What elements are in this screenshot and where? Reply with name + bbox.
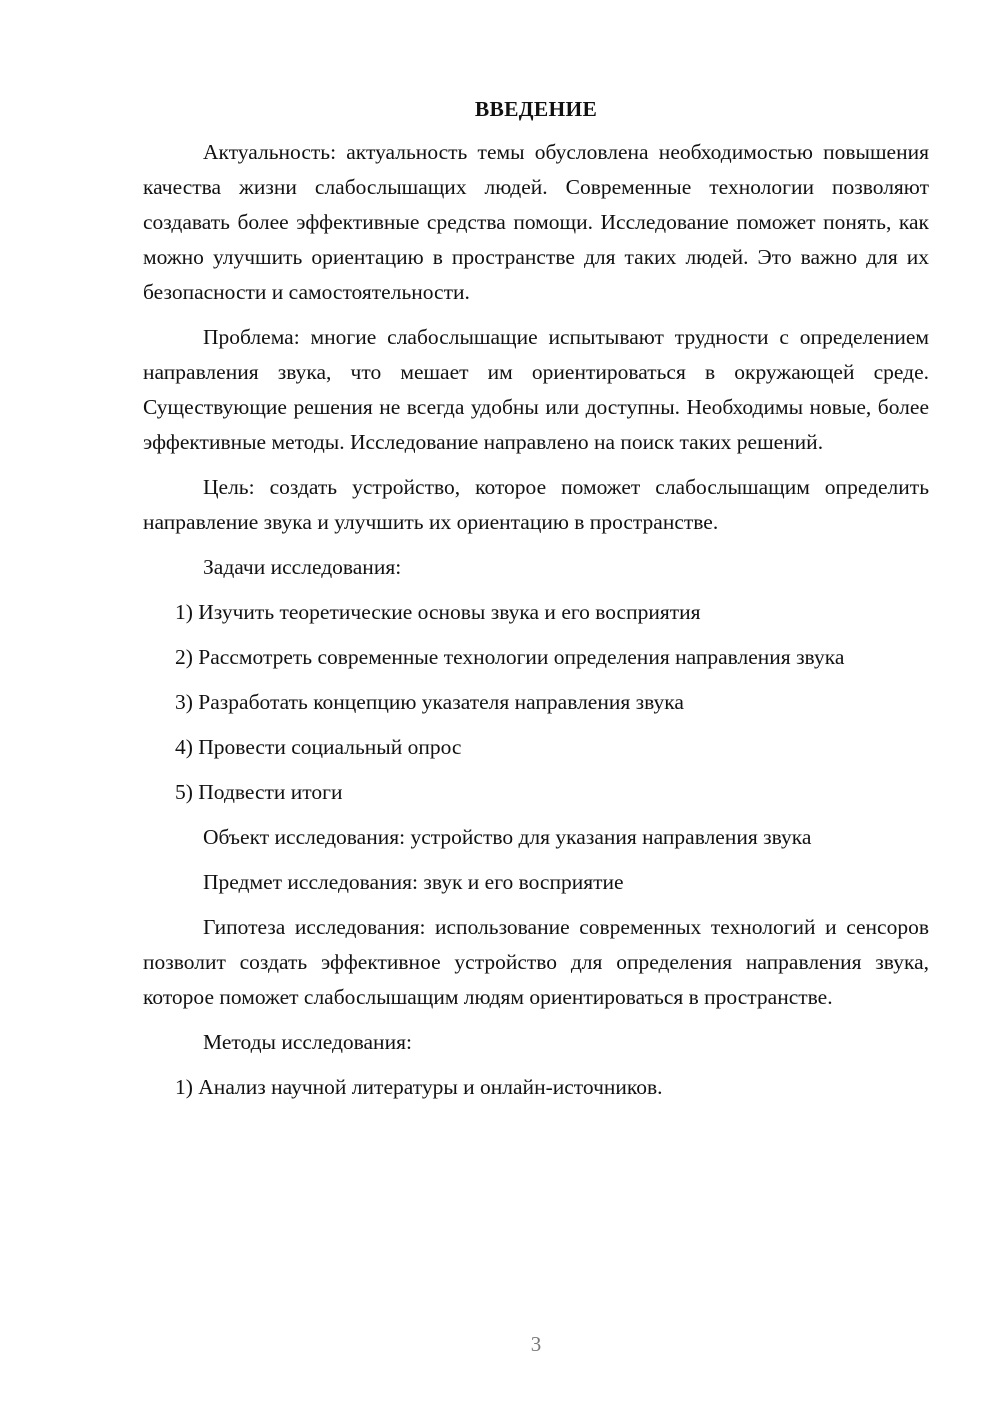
hypothesis-paragraph: Гипотеза исследования: использование современных технологий и сенсоров позволит создать эффективное устройство для определения направления звука, которое поможет слабослышащим людям ориентироваться в пространстве. xyxy=(143,915,929,1009)
problem-paragraph: Проблема: многие слабослышащие испытывают трудности с определением направления звука, что мешает им ориентироваться в окружающей среде. Существующие решения не всегда удобны или доступны. Необходимы новые, более эффективные методы. Исследование направлено на поиск таких решений. xyxy=(143,325,929,454)
subject-line: Предмет исследования: звук и его восприятие xyxy=(203,870,624,894)
method-item-1: 1) Анализ научной литературы и онлайн-источников. xyxy=(175,1075,663,1099)
object-line: Объект исследования: устройство для указания направления звука xyxy=(203,825,812,849)
task-item-1: 1) Изучить теоретические основы звука и его восприятия xyxy=(175,600,701,624)
methods-heading: Методы исследования: xyxy=(203,1030,412,1054)
task-item-2: 2) Рассмотреть современные технологии определения направления звука xyxy=(175,645,845,669)
tasks-heading: Задачи исследования: xyxy=(203,555,402,579)
goal-paragraph: Цель: создать устройство, которое поможет слабослышащим определить направление звука и улучшить их ориентацию в пространстве. xyxy=(143,475,929,534)
page-number: 3 xyxy=(530,1332,542,1356)
section-title: ВВЕДЕНИЕ xyxy=(474,97,598,121)
task-item-3: 3) Разработать концепцию указателя направления звука xyxy=(175,690,684,714)
page-content xyxy=(143,92,929,1115)
task-item-4: 4) Провести социальный опрос xyxy=(175,735,462,759)
task-item-5: 5) Подвести итоги xyxy=(175,780,343,804)
relevance-paragraph: Актуальность: актуальность темы обусловлена необходимостью повышения качества жизни слабослышащих людей. Современные технологии позволяют создавать более эффективные средства помощи. Исследование поможет понять, как можно улучшить ориентацию в пространстве для таких людей. Это важно для их безопасности и самостоятельности. xyxy=(143,140,929,304)
